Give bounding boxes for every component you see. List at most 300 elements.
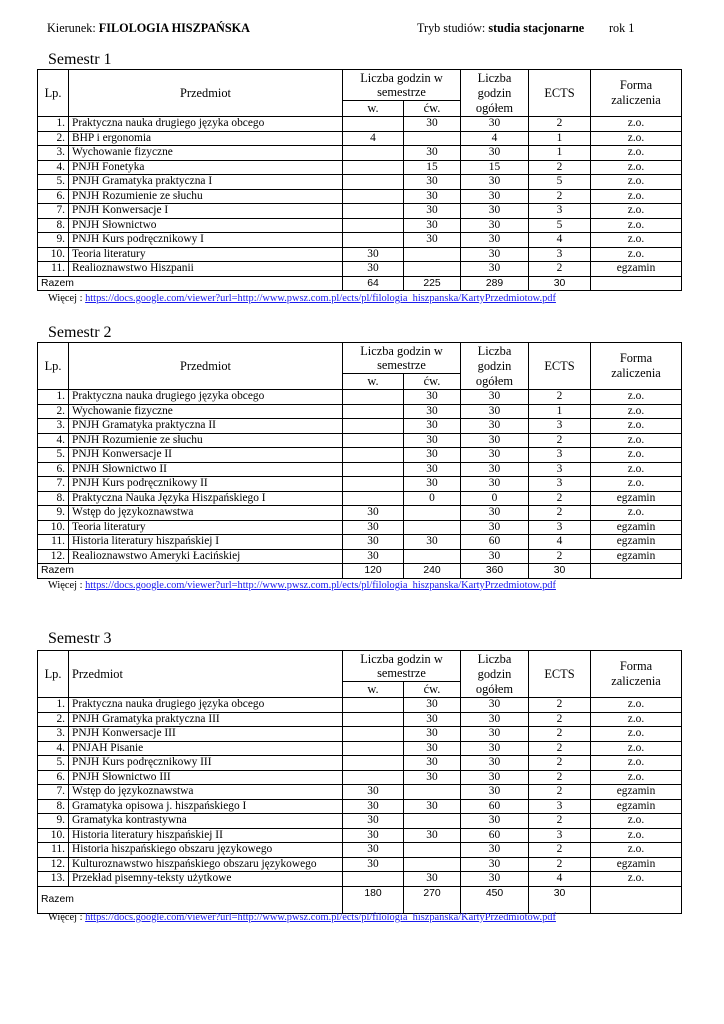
cell-total: 15 (461, 160, 529, 175)
cell-cw: 30 (404, 433, 461, 448)
cell-przedmiot: Historia literatury hiszpańskiej I (69, 535, 343, 550)
cell-ects: 3 (529, 247, 591, 262)
cell-lp: 10. (38, 520, 69, 535)
col-przedmiot: Przedmiot (69, 343, 343, 390)
cell-przedmiot: PNJH Konwersacje II (69, 448, 343, 463)
cell-total: 60 (461, 535, 529, 550)
cell-ects: 1 (529, 404, 591, 419)
total-label: Razem (38, 886, 343, 913)
cell-przedmiot: Realioznawstwo Hiszpanii (69, 262, 343, 277)
table-row (38, 175, 682, 190)
cell-total: 60 (461, 799, 529, 814)
cell-przedmiot: Praktyczna Nauka Języka Hiszpańskiego I (69, 491, 343, 506)
more-link[interactable]: https://docs.google.com/viewer?url=http://www.pwsz.com.pl/ects/pl/filologia_hiszpanska/KartyPrzedmiotow.pdf (85, 580, 556, 591)
table-row (38, 433, 682, 448)
total-w: 180 (343, 886, 404, 913)
table-row (38, 785, 682, 800)
cell-przedmiot: Teoria literatury (69, 520, 343, 535)
cell-total: 30 (461, 712, 529, 727)
cell-form: z.o. (591, 117, 682, 132)
semester-table (37, 650, 682, 914)
cell-cw: 30 (404, 872, 461, 887)
cell-w (343, 491, 404, 506)
table-row (38, 712, 682, 727)
cell-przedmiot: Wstęp do językoznawstwa (69, 506, 343, 521)
cell-total: 30 (461, 247, 529, 262)
cell-ects: 3 (529, 448, 591, 463)
table-row (38, 756, 682, 771)
col-w: w. (343, 374, 404, 390)
cell-lp: 8. (38, 491, 69, 506)
cell-w (343, 698, 404, 713)
cell-ects: 2 (529, 189, 591, 204)
cell-przedmiot: Praktyczna nauka drugiego języka obcego (69, 698, 343, 713)
col-cw: ćw. (404, 101, 461, 117)
cell-lp: 2. (38, 131, 69, 146)
cell-przedmiot: PNJH Słownictwo III (69, 770, 343, 785)
cell-form: egzamin (591, 799, 682, 814)
cell-przedmiot: Gramatyka kontrastywna (69, 814, 343, 829)
table-row (38, 146, 682, 161)
cell-form: z.o. (591, 814, 682, 829)
cell-ects: 1 (529, 131, 591, 146)
header-line (47, 21, 697, 37)
cell-total: 30 (461, 175, 529, 190)
cell-ects: 2 (529, 770, 591, 785)
cell-form: z.o. (591, 477, 682, 492)
cell-ects: 2 (529, 433, 591, 448)
cell-ects: 3 (529, 828, 591, 843)
cell-cw: 30 (404, 741, 461, 756)
cell-form: z.o. (591, 404, 682, 419)
cell-przedmiot: Teoria literatury (69, 247, 343, 262)
cell-w: 30 (343, 262, 404, 277)
col-ects: ECTS (529, 343, 591, 390)
cell-w (343, 727, 404, 742)
cell-form: z.o. (591, 712, 682, 727)
cell-w: 30 (343, 247, 404, 262)
table-row (38, 262, 682, 277)
more-info: Więcej : https://docs.google.com/viewer?url=http://www.pwsz.com.pl/ects/pl/filologia_hiszpanska/KartyPrzedmiotow.pdf (48, 912, 556, 923)
cell-total: 30 (461, 857, 529, 872)
more-link[interactable]: https://docs.google.com/viewer?url=http://www.pwsz.com.pl/ects/pl/filologia_hiszpanska/KartyPrzedmiotow.pdf (85, 912, 556, 923)
cell-form: z.o. (591, 843, 682, 858)
cell-przedmiot: PNJH Kurs podręcznikowy II (69, 477, 343, 492)
cell-w (343, 462, 404, 477)
cell-ects: 1 (529, 146, 591, 161)
cell-total: 30 (461, 262, 529, 277)
cell-ects: 2 (529, 712, 591, 727)
cell-total: 30 (461, 233, 529, 248)
cell-lp: 4. (38, 741, 69, 756)
table-row (38, 828, 682, 843)
cell-ects: 2 (529, 741, 591, 756)
cell-przedmiot: PNJH Słownictwo (69, 218, 343, 233)
cell-w (343, 117, 404, 132)
cell-total: 30 (461, 204, 529, 219)
col-cw: ćw. (404, 374, 461, 390)
col-w: w. (343, 101, 404, 117)
col-hours-total: Liczba godzin ogółem (461, 343, 529, 390)
cell-form: z.o. (591, 741, 682, 756)
cell-cw (404, 549, 461, 564)
col-form: Forma zaliczenia (591, 70, 682, 117)
cell-ects: 2 (529, 756, 591, 771)
table-row (38, 770, 682, 785)
col-w: w. (343, 682, 404, 698)
cell-total: 30 (461, 117, 529, 132)
cell-przedmiot: Realioznawstwo Ameryki Łacińskiej (69, 549, 343, 564)
cell-w (343, 390, 404, 405)
study-year: rok 1 (609, 21, 635, 35)
cell-total: 30 (461, 872, 529, 887)
cell-przedmiot: PNJH Kurs podręcznikowy III (69, 756, 343, 771)
cell-ects: 3 (529, 419, 591, 434)
header-row (38, 343, 682, 374)
cell-form: z.o. (591, 433, 682, 448)
cell-cw: 30 (404, 698, 461, 713)
cell-form: egzamin (591, 535, 682, 550)
cell-lp: 3. (38, 146, 69, 161)
cell-cw (404, 247, 461, 262)
cell-total: 0 (461, 491, 529, 506)
col-ects: ECTS (529, 651, 591, 698)
semester-title: Semestr 2 (48, 324, 112, 341)
table-row (38, 535, 682, 550)
table-row (38, 872, 682, 887)
cell-w (343, 175, 404, 190)
cell-w (343, 204, 404, 219)
col-form: Forma zaliczenia (591, 343, 682, 390)
cell-lp: 3. (38, 727, 69, 742)
cell-w (343, 448, 404, 463)
cell-lp: 4. (38, 433, 69, 448)
cell-total: 30 (461, 390, 529, 405)
total-ects: 30 (529, 886, 591, 913)
cell-w: 4 (343, 131, 404, 146)
cell-ects: 2 (529, 814, 591, 829)
cell-lp: 8. (38, 799, 69, 814)
cell-lp: 6. (38, 189, 69, 204)
col-lp: Lp. (38, 70, 69, 117)
cell-lp: 11. (38, 262, 69, 277)
cell-w: 30 (343, 535, 404, 550)
cell-cw: 30 (404, 419, 461, 434)
cell-form: z.o. (591, 390, 682, 405)
table-row (38, 814, 682, 829)
cell-total: 30 (461, 189, 529, 204)
more-link[interactable]: https://docs.google.com/viewer?url=http://www.pwsz.com.pl/ects/pl/filologia_hiszpanska/KartyPrzedmiotow.pdf (85, 293, 556, 304)
cell-form: z.o. (591, 160, 682, 175)
cell-przedmiot: Praktyczna nauka drugiego języka obcego (69, 117, 343, 132)
cell-przedmiot: PNJH Konwersacje I (69, 204, 343, 219)
cell-total: 30 (461, 843, 529, 858)
cell-lp: 5. (38, 756, 69, 771)
cell-w (343, 419, 404, 434)
cell-lp: 5. (38, 448, 69, 463)
cell-ects: 3 (529, 477, 591, 492)
cell-w (343, 233, 404, 248)
total-w: 64 (343, 276, 404, 291)
total-form (591, 276, 682, 291)
cell-form: z.o. (591, 146, 682, 161)
table-row (38, 843, 682, 858)
cell-przedmiot: PNJH Rozumienie ze słuchu (69, 433, 343, 448)
table-row (38, 189, 682, 204)
total-row (38, 886, 682, 913)
cell-lp: 1. (38, 390, 69, 405)
cell-ects: 5 (529, 218, 591, 233)
cell-lp: 7. (38, 785, 69, 800)
total-row (38, 276, 682, 291)
cell-total: 30 (461, 785, 529, 800)
table-row (38, 419, 682, 434)
cell-ects: 2 (529, 857, 591, 872)
cell-ects: 3 (529, 462, 591, 477)
cell-cw: 30 (404, 477, 461, 492)
cell-total: 30 (461, 462, 529, 477)
cell-ects: 4 (529, 872, 591, 887)
total-cw: 225 (404, 276, 461, 291)
cell-w (343, 477, 404, 492)
table-row (38, 448, 682, 463)
col-hours-total: Liczba godzin ogółem (461, 651, 529, 698)
table-row (38, 204, 682, 219)
cell-ects: 2 (529, 491, 591, 506)
cell-form: egzamin (591, 549, 682, 564)
table-row (38, 477, 682, 492)
cell-lp: 10. (38, 828, 69, 843)
cell-cw: 15 (404, 160, 461, 175)
cell-przedmiot: Wychowanie fizyczne (69, 146, 343, 161)
col-cw: ćw. (404, 682, 461, 698)
semester-title: Semestr 3 (48, 630, 112, 647)
cell-ects: 5 (529, 175, 591, 190)
cell-cw: 30 (404, 233, 461, 248)
cell-lp: 9. (38, 233, 69, 248)
cell-form: z.o. (591, 828, 682, 843)
cell-ects: 4 (529, 535, 591, 550)
cell-w: 30 (343, 799, 404, 814)
cell-cw: 30 (404, 448, 461, 463)
cell-w (343, 160, 404, 175)
cell-cw (404, 506, 461, 521)
cell-w: 30 (343, 506, 404, 521)
cell-total: 30 (461, 419, 529, 434)
cell-lp: 10. (38, 247, 69, 262)
cell-w (343, 712, 404, 727)
cell-cw: 30 (404, 146, 461, 161)
cell-form: z.o. (591, 189, 682, 204)
cell-w (343, 218, 404, 233)
cell-przedmiot: PNJH Gramatyka praktyczna III (69, 712, 343, 727)
total-label: Razem (38, 276, 343, 291)
cell-total: 30 (461, 520, 529, 535)
cell-w: 30 (343, 549, 404, 564)
cell-przedmiot: Wstęp do językoznawstwa (69, 785, 343, 800)
cell-form: z.o. (591, 770, 682, 785)
cell-cw: 30 (404, 218, 461, 233)
cell-form: z.o. (591, 419, 682, 434)
total-cw: 270 (404, 886, 461, 913)
total-form (591, 886, 682, 913)
cell-form: egzamin (591, 491, 682, 506)
cell-lp: 8. (38, 218, 69, 233)
cell-przedmiot: PNJH Kurs podręcznikowy I (69, 233, 343, 248)
cell-cw: 30 (404, 712, 461, 727)
cell-total: 30 (461, 146, 529, 161)
total-hours: 289 (461, 276, 529, 291)
cell-w: 30 (343, 857, 404, 872)
cell-lp: 3. (38, 419, 69, 434)
col-form: Forma zaliczenia (591, 651, 682, 698)
cell-form: egzamin (591, 785, 682, 800)
col-przedmiot: Przedmiot (69, 70, 343, 117)
table-row (38, 857, 682, 872)
table-row (38, 117, 682, 132)
cell-total: 30 (461, 741, 529, 756)
cell-przedmiot: Przekład pisemny-teksty użytkowe (69, 872, 343, 887)
cell-ects: 4 (529, 233, 591, 248)
cell-cw (404, 785, 461, 800)
cell-ects: 2 (529, 160, 591, 175)
cell-lp: 6. (38, 770, 69, 785)
table-row (38, 799, 682, 814)
cell-cw: 30 (404, 770, 461, 785)
cell-ects: 2 (529, 698, 591, 713)
col-przedmiot: Przedmiot (69, 651, 343, 698)
cell-w: 30 (343, 843, 404, 858)
cell-lp: 5. (38, 175, 69, 190)
cell-cw (404, 857, 461, 872)
cell-lp: 9. (38, 506, 69, 521)
total-cw: 240 (404, 564, 461, 579)
cell-cw: 30 (404, 390, 461, 405)
cell-przedmiot: PNJH Gramatyka praktyczna I (69, 175, 343, 190)
cell-przedmiot: BHP i ergonomia (69, 131, 343, 146)
cell-cw: 30 (404, 404, 461, 419)
table-row (38, 233, 682, 248)
cell-cw: 30 (404, 175, 461, 190)
cell-przedmiot: Historia literatury hiszpańskiej II (69, 828, 343, 843)
cell-lp: 7. (38, 204, 69, 219)
cell-przedmiot: Wychowanie fizyczne (69, 404, 343, 419)
table-row (38, 131, 682, 146)
cell-ects: 3 (529, 799, 591, 814)
cell-ects: 3 (529, 520, 591, 535)
cell-form: z.o. (591, 247, 682, 262)
cell-lp: 6. (38, 462, 69, 477)
cell-przedmiot: PNJH Fonetyka (69, 160, 343, 175)
cell-form: z.o. (591, 756, 682, 771)
cell-ects: 3 (529, 204, 591, 219)
total-w: 120 (343, 564, 404, 579)
cell-form: z.o. (591, 131, 682, 146)
cell-lp: 4. (38, 160, 69, 175)
table-row (38, 506, 682, 521)
col-ects: ECTS (529, 70, 591, 117)
cell-cw: 30 (404, 462, 461, 477)
more-info: Więcej : https://docs.google.com/viewer?url=http://www.pwsz.com.pl/ects/pl/filologia_hiszpanska/KartyPrzedmiotow.pdf (48, 293, 556, 304)
header-row (38, 70, 682, 101)
cell-total: 30 (461, 477, 529, 492)
col-hours-semester: Liczba godzin w semestrze (343, 651, 461, 682)
cell-cw: 30 (404, 756, 461, 771)
cell-total: 30 (461, 770, 529, 785)
cell-lp: 12. (38, 549, 69, 564)
cell-cw (404, 814, 461, 829)
more-info: Więcej : https://docs.google.com/viewer?url=http://www.pwsz.com.pl/ects/pl/filologia_hiszpanska/KartyPrzedmiotow.pdf (48, 580, 556, 591)
cell-cw: 30 (404, 828, 461, 843)
total-ects: 30 (529, 564, 591, 579)
cell-przedmiot: PNJH Gramatyka praktyczna II (69, 419, 343, 434)
cell-przedmiot: Historia hiszpańskiego obszaru językowego (69, 843, 343, 858)
cell-lp: 2. (38, 404, 69, 419)
cell-total: 30 (461, 698, 529, 713)
cell-w: 30 (343, 814, 404, 829)
cell-ects: 2 (529, 117, 591, 132)
cell-przedmiot: PNJAH Pisanie (69, 741, 343, 756)
cell-w (343, 146, 404, 161)
cell-cw (404, 843, 461, 858)
cell-lp: 2. (38, 712, 69, 727)
table-row (38, 462, 682, 477)
study-mode: Tryb studiów: studia stacjonarne (417, 21, 585, 35)
col-lp: Lp. (38, 343, 69, 390)
cell-lp: 7. (38, 477, 69, 492)
cell-w: 30 (343, 520, 404, 535)
cell-w (343, 404, 404, 419)
cell-lp: 11. (38, 535, 69, 550)
table-row (38, 520, 682, 535)
table-row (38, 160, 682, 175)
cell-cw: 30 (404, 535, 461, 550)
cell-total: 30 (461, 433, 529, 448)
cell-przedmiot: Kulturoznawstwo hiszpańskiego obszaru językowego (69, 857, 343, 872)
cell-form: z.o. (591, 698, 682, 713)
col-hours-semester: Liczba godzin w semestrze (343, 343, 461, 374)
cell-total: 30 (461, 448, 529, 463)
cell-ects: 2 (529, 506, 591, 521)
cell-lp: 9. (38, 814, 69, 829)
cell-total: 60 (461, 828, 529, 843)
semester-title: Semestr 1 (48, 51, 112, 68)
cell-lp: 13. (38, 872, 69, 887)
cell-total: 30 (461, 404, 529, 419)
cell-form: egzamin (591, 262, 682, 277)
cell-przedmiot: Gramatyka opisowa j. hiszpańskiego I (69, 799, 343, 814)
cell-form: z.o. (591, 872, 682, 887)
table-row (38, 698, 682, 713)
cell-w (343, 433, 404, 448)
table-row (38, 727, 682, 742)
cell-form: z.o. (591, 448, 682, 463)
cell-ects: 2 (529, 785, 591, 800)
cell-cw (404, 131, 461, 146)
cell-w (343, 756, 404, 771)
col-hours-total: Liczba godzin ogółem (461, 70, 529, 117)
total-hours: 450 (461, 886, 529, 913)
cell-cw: 30 (404, 189, 461, 204)
cell-form: z.o. (591, 233, 682, 248)
cell-total: 30 (461, 727, 529, 742)
table-row (38, 491, 682, 506)
cell-przedmiot: Praktyczna nauka drugiego języka obcego (69, 390, 343, 405)
total-form (591, 564, 682, 579)
cell-total: 30 (461, 506, 529, 521)
table-row (38, 549, 682, 564)
cell-lp: 12. (38, 857, 69, 872)
